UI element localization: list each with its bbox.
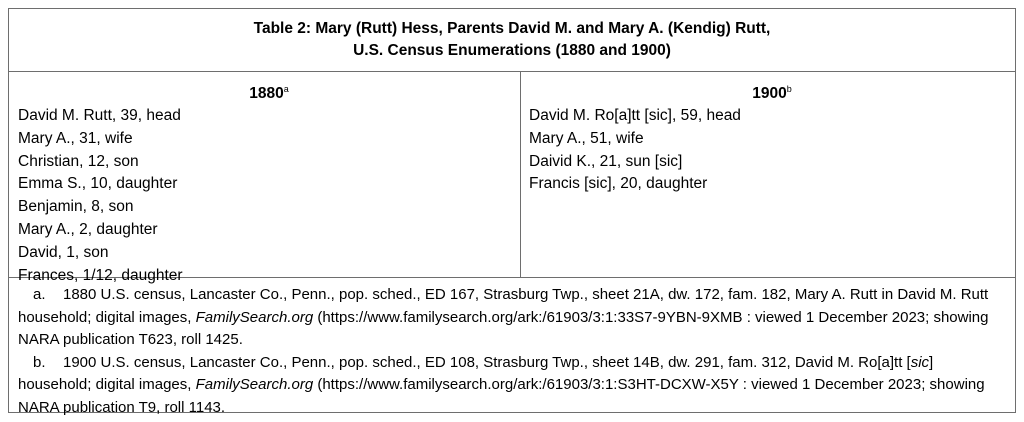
household-member: Mary A., 31, wife xyxy=(18,129,133,147)
household-member: Christian, 12, son xyxy=(18,152,139,170)
source-note-b xyxy=(18,352,1007,420)
source-notes xyxy=(9,278,1015,419)
table-title-line-2: U.S. Census Enumerations (1880 and 1900) xyxy=(353,42,671,59)
column-year: 1880 xyxy=(249,85,284,102)
household-member: Mary A., 51, wife xyxy=(529,129,644,147)
column-header-1880 xyxy=(18,78,520,105)
column-1880 xyxy=(9,72,521,284)
household-member: David M. Rutt, 39, head xyxy=(18,107,181,124)
note-letter: b. xyxy=(33,353,46,371)
column-1900 xyxy=(521,72,1015,277)
census-table xyxy=(8,8,1016,416)
table-title-line-1: Table 2: Mary (Rutt) Hess, Parents David M. and Mary A. (Kendig) Rutt, xyxy=(253,20,771,37)
household-member: Benjamin, 8, son xyxy=(18,198,134,216)
note-text-mid: ] household; digital images, xyxy=(18,353,934,393)
website-name: FamilySearch.org xyxy=(195,308,314,326)
household-member: David, 1, son xyxy=(18,243,109,261)
census-columns xyxy=(9,72,1015,284)
note-text: 1880 U.S. census, Lancaster Co., Penn., pop. sched., ED 167, Strasburg Twp., sheet 21A, dw. 172, fam. 182, Mary A. Rutt in David M. Rutt household; digital images, xyxy=(18,286,989,326)
household-member: Frances, 1/12, daughter xyxy=(18,266,183,284)
table-title xyxy=(9,9,1015,72)
column-year: 1900 xyxy=(752,85,787,102)
household-member: Emma S., 10, daughter xyxy=(18,175,178,193)
note-text: 1900 U.S. census, Lancaster Co., Penn., pop. sched., ED 108, Strasburg Twp., sheet 14B, dw. 291, fam. 312, David M. Ro[a]tt [ xyxy=(63,353,911,371)
source-note-a xyxy=(18,284,1007,352)
household-member: David M. Ro[a]tt [sic], 59, head xyxy=(529,107,741,124)
footnote-ref: b xyxy=(786,84,792,94)
household-member: Daivid K., 21, sun [sic] xyxy=(529,152,683,170)
note-text-cont: (https://www.familysearch.org/ark:/61903/3:1:33S7-9YBN-9XMB : viewed 1 December 2023; showing NARA publication T623, roll 1425. xyxy=(18,308,989,348)
website-name: FamilySearch.org xyxy=(195,376,314,393)
household-member: Mary A., 2, daughter xyxy=(18,220,158,238)
household-member: Francis [sic], 20, daughter xyxy=(529,175,708,193)
note-letter: a. xyxy=(33,286,46,303)
footnote-ref: a xyxy=(283,84,289,94)
sic-mark: sic xyxy=(910,353,930,371)
column-header-1900 xyxy=(529,78,1015,105)
note-text-cont: (https://www.familysearch.org/ark:/61903/3:1:S3HT-DCXW-X5Y : viewed 1 December 2023; showing NARA publication T9, roll 1143. xyxy=(18,376,985,416)
